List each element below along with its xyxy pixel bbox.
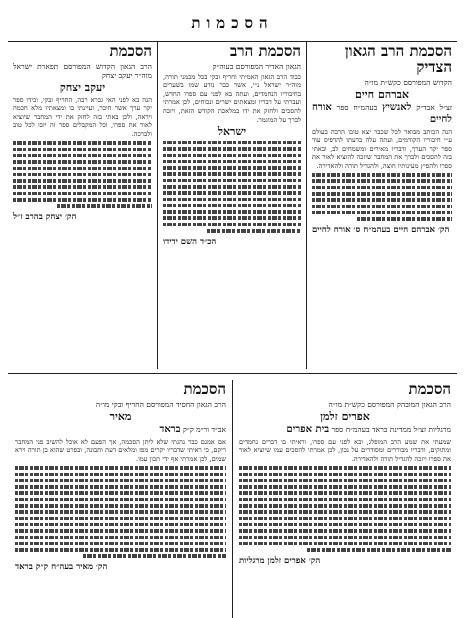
text-line xyxy=(15,504,226,508)
signature: הכ״ד השם ידידו xyxy=(163,236,217,247)
approbation-left xyxy=(8,42,157,369)
text-line xyxy=(163,160,301,164)
signature: הק׳ יצחק בהרב ז״ל xyxy=(13,211,77,222)
text-line xyxy=(239,529,451,533)
text-line xyxy=(239,536,451,540)
text-line xyxy=(163,210,301,214)
text-line xyxy=(312,198,452,202)
text-line xyxy=(239,485,451,489)
approbation-bottom-left xyxy=(9,380,233,618)
rabbi-name: אפרים זלמן xyxy=(320,409,370,423)
bottom-approbations xyxy=(8,380,457,618)
text-line xyxy=(163,191,301,195)
signature: הק׳ מאיר בעה״ח ק״ק בראד xyxy=(15,561,108,572)
text-line xyxy=(13,179,152,183)
approbation-subtitle: הרב הגאון הקדוש המפורסם תפארת ישראל מוה״ר יעקב יצחק xyxy=(13,61,152,80)
text-line xyxy=(163,223,301,227)
text-line xyxy=(239,523,451,527)
text-line xyxy=(13,192,152,196)
text-line xyxy=(15,542,226,546)
approbation-body: הנה בא לפני האי גברא רבה, החריף ובקי, ובידו ספר יקר ערך אשר חיבר, ועיינתי בו ומצאתיו מלא חכמה ויראה, ולכן באתי בזה לחזק את ידי המחבר שיוציא לאור את ספרו, וכל המקבלים ספר זה יזכו לכל טוב ולברכה. xyxy=(13,95,152,138)
text-line xyxy=(15,523,226,527)
approbation-body: שמעתי את שמע הרב המופלג, ובא לפני עם ספרו, וראיתי בו דברים נחמדים ומתוקים, ודבריו מבוררים ומסודרים על נכון, לכן אמרתי להסכים עמו שיוציא לאור את ספרו ויזכה להגדיל תורה ולהאדירה. xyxy=(239,437,451,463)
page-title: הסכמות xyxy=(191,14,274,32)
text-line xyxy=(15,466,226,470)
approbation-subtitle: הקדוש המפורסם כקש״ת מו״ה xyxy=(364,77,452,87)
approbation-subtitle: הגאון האדיר המפורסם בעוה״ק xyxy=(212,61,301,71)
text-line xyxy=(15,517,226,521)
text-line xyxy=(13,167,152,171)
rabbi-name: יעקב יצחק xyxy=(59,80,106,94)
approbation-heading: הסכמת xyxy=(408,380,451,398)
text-line xyxy=(15,479,226,483)
text-line xyxy=(15,498,226,502)
text-line xyxy=(312,179,452,183)
approbation-body: אם אמנם כבר נהגתי שלא ליתן הסכמה, אך הפעם לא אוכל להשיב פני המחבר ריקם, כי ראיתי שדבריו יקרים מפז ומלאים דעת ותבונה, ובפרט שהוא בן תורה וירא שמים, לכן אמרתי אף ידי תכון עמו. xyxy=(15,437,226,463)
approbation-subtitle-2: אב״ד ור״מ ק״ק בראד xyxy=(159,423,226,435)
approbation-right xyxy=(307,42,457,369)
signature: הק׳ אברהם חיים בעהמ״ח ס׳ אורח לחיים xyxy=(312,224,450,235)
text-line xyxy=(13,141,152,145)
text-line xyxy=(13,173,152,177)
text-line xyxy=(239,510,451,514)
approbation-heading: הסכמת xyxy=(183,380,226,398)
text-line xyxy=(207,229,301,233)
approbation-subtitle-2: מרגליות זצ״ל ממדינת בראד בעהמ״ח ספר בית אפרים xyxy=(286,423,451,435)
text-line xyxy=(13,154,152,158)
rabbi-name: אברהם חיים xyxy=(355,87,409,101)
text-line xyxy=(15,491,226,495)
text-line xyxy=(15,510,226,514)
text-line xyxy=(239,491,451,495)
text-line xyxy=(163,154,301,158)
approbation-heading: הסכמת הרב הגאון הצדיק xyxy=(344,42,452,76)
approbation-subtitle-2: זצ״ל אבד״ק לאנשיץ בעהמ״ח ספר אורח לחיים xyxy=(312,101,452,125)
text-line xyxy=(312,192,452,196)
text-line xyxy=(15,529,226,533)
text-line xyxy=(13,160,152,164)
text-line xyxy=(163,185,301,189)
text-line xyxy=(357,217,452,221)
text-line xyxy=(163,147,301,151)
text-line xyxy=(15,536,226,540)
text-line xyxy=(163,198,301,202)
approbation-middle xyxy=(157,42,307,369)
top-approbations xyxy=(8,42,457,369)
text-line xyxy=(312,173,452,177)
text-line xyxy=(163,179,301,183)
text-line xyxy=(83,554,226,558)
text-line xyxy=(15,473,226,477)
approbation-heading: הסכמת הרב xyxy=(230,42,301,60)
rabbi-name: ישראל xyxy=(217,125,247,139)
section-divider xyxy=(8,373,457,374)
approbation-body: כבוד הרב הגאון האמיתי וחריף ובקי בכל מכמני תורה, מוה״ר ישראל נ״י, אשר כבר נודע שמו בשערים בחיבוריו הנחמדים, ועתה בא לפני עם ספרו החדש, ועברתי על דבריו ומצאתים ישרים ונכוחים, לכן אמרתי להסכים ולחזק את ידו במלאכת הקודש הזאת, ויזכה לברך על המוגמר. xyxy=(163,72,301,124)
text-line xyxy=(13,198,152,202)
text-line xyxy=(239,498,451,502)
text-line xyxy=(57,204,152,208)
text-line xyxy=(163,216,301,220)
approbation-body: הנה הכותב מבואר לכל שכבר יצא טובו הרבה בעולם ע״י חיבוריו הקודמים, ועתה עלה בדעתו להדפיס עוד ספר יקר הערך, ודבריו מאירים ומשמחים לב, ובאתי בזה להסכים ולברך את המחבר שיזכה להוציא לאור את ספרו ולהפיץ מעינותיו חוצה, ולהגדיל תורה ולהאדירה. xyxy=(312,127,452,170)
text-line xyxy=(239,466,451,470)
text-line xyxy=(239,504,451,508)
text-line xyxy=(15,485,226,489)
rabbi-name: מאיר xyxy=(109,409,132,423)
text-line xyxy=(239,542,451,546)
text-line xyxy=(312,186,452,190)
text-line xyxy=(239,473,451,477)
text-line xyxy=(13,185,152,189)
text-line xyxy=(307,548,451,552)
text-line xyxy=(163,166,301,170)
text-line xyxy=(312,211,452,215)
text-line xyxy=(13,148,152,152)
text-line xyxy=(15,548,226,552)
signature: הק׳ אפרים זלמן מרגליות xyxy=(239,555,321,566)
text-line xyxy=(163,141,301,145)
approbation-subtitle: הרב הגאון החסיד המפורסם החריף ובקי מו״ה xyxy=(95,399,226,409)
text-line xyxy=(239,479,451,483)
text-line xyxy=(239,517,451,521)
approbation-subtitle: הרב הגאון המובהק המפורסם כקש״ת מו״ה xyxy=(328,399,451,409)
approbation-bottom-right xyxy=(233,380,457,618)
text-line xyxy=(312,205,452,209)
text-line xyxy=(163,204,301,208)
text-line xyxy=(163,172,301,176)
approbation-heading: הסכמת xyxy=(109,42,152,60)
